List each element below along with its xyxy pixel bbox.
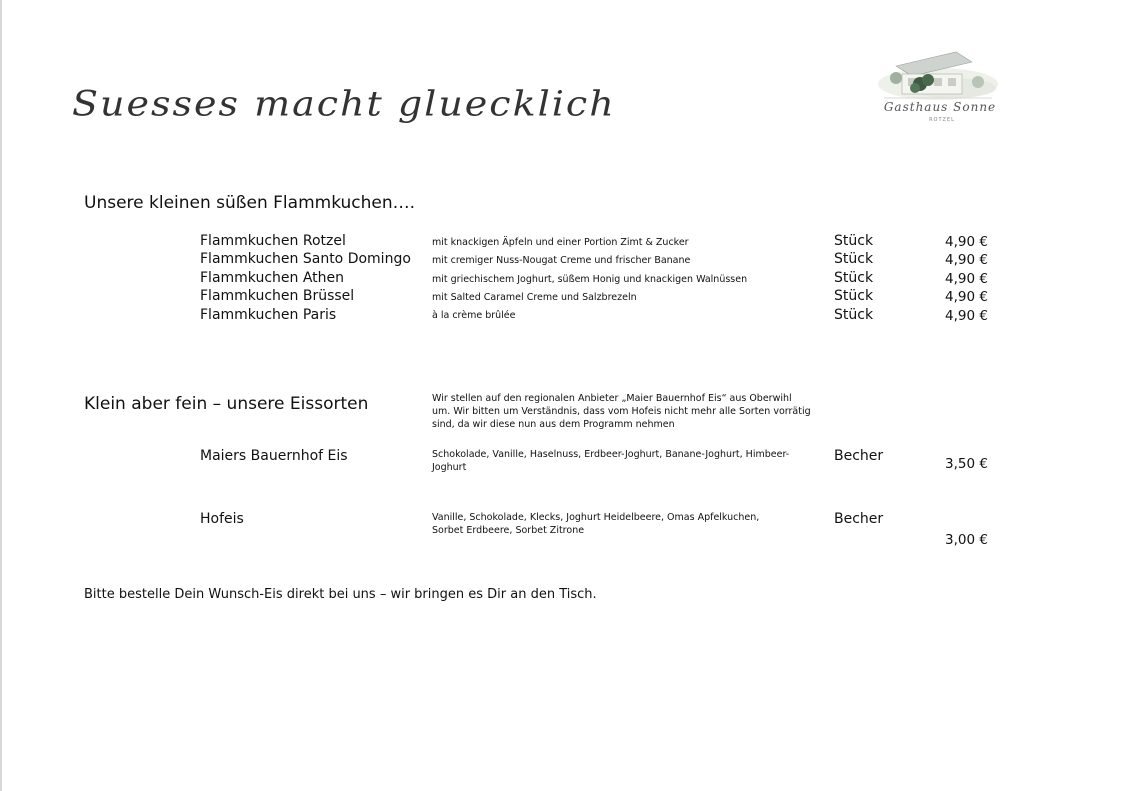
- item-unit: Stück: [834, 270, 874, 286]
- section-heading-eis: Klein aber fein – unsere Eissorten: [84, 394, 369, 414]
- item-price: 4,90 €: [945, 252, 988, 268]
- item-description: à la crème brûlée: [432, 310, 516, 321]
- item-description: mit cremiger Nuss-Nougat Creme und frischer Banane: [432, 255, 691, 266]
- item-description: Vanille, Schokolade, Klecks, Joghurt Heidelbeere, Omas Apfelkuchen, Sorbet Erdbeere, Sorbet Zitrone: [432, 512, 760, 536]
- item-price: 3,00 €: [945, 532, 988, 548]
- page-title-script: Suesses macht gluecklich: [72, 84, 616, 124]
- item-unit: Becher: [834, 448, 884, 464]
- item-price: 3,50 €: [945, 456, 988, 472]
- footer-note: Bitte bestelle Dein Wunsch-Eis direkt bei uns – wir bringen es Dir an den Tisch.: [84, 587, 597, 602]
- item-name: Hofeis: [200, 511, 244, 527]
- item-name: Flammkuchen Brüssel: [200, 288, 355, 304]
- item-name: Maiers Bauernhof Eis: [200, 448, 348, 464]
- item-name: Flammkuchen Santo Domingo: [200, 251, 411, 267]
- restaurant-logo: [872, 44, 1004, 130]
- item-name: Flammkuchen Paris: [200, 307, 337, 323]
- page-edge: [0, 0, 2, 791]
- item-description: mit Salted Caramel Creme und Salzbrezeln: [432, 292, 637, 303]
- supplier-note: Wir stellen auf den regionalen Anbieter „Maier Bauernhof Eis“ aus Oberwihl um. Wir bitten um Verständnis, dass vom Hofeis nicht mehr alle Sorten vorrätig sind, da wir diese nun aus dem Programm nehmen: [432, 393, 811, 430]
- item-name: Flammkuchen Rotzel: [200, 233, 346, 249]
- item-price: 4,90 €: [945, 289, 988, 305]
- item-description: mit griechischem Joghurt, süßem Honig und knackigen Walnüssen: [432, 274, 748, 285]
- item-unit: Stück: [834, 251, 874, 267]
- item-description: mit knackigen Äpfeln und einer Portion Zimt & Zucker: [432, 237, 689, 248]
- section-heading-flammkuchen: Unsere kleinen süßen Flammkuchen….: [84, 193, 416, 213]
- item-price: 4,90 €: [945, 271, 988, 287]
- logo-name: Gasthaus Sonne: [883, 100, 997, 114]
- item-unit: Stück: [834, 288, 874, 304]
- item-unit: Stück: [834, 307, 874, 323]
- item-unit: Becher: [834, 511, 884, 527]
- logo-place: ROTZEL: [929, 117, 955, 123]
- item-price: 4,90 €: [945, 234, 988, 250]
- item-name: Flammkuchen Athen: [200, 270, 345, 286]
- item-unit: Stück: [834, 233, 874, 249]
- item-description: Schokolade, Vanille, Haselnuss, Erdbeer-Joghurt, Banane-Joghurt, Himbeer-Joghurt: [432, 449, 790, 473]
- item-price: 4,90 €: [945, 308, 988, 324]
